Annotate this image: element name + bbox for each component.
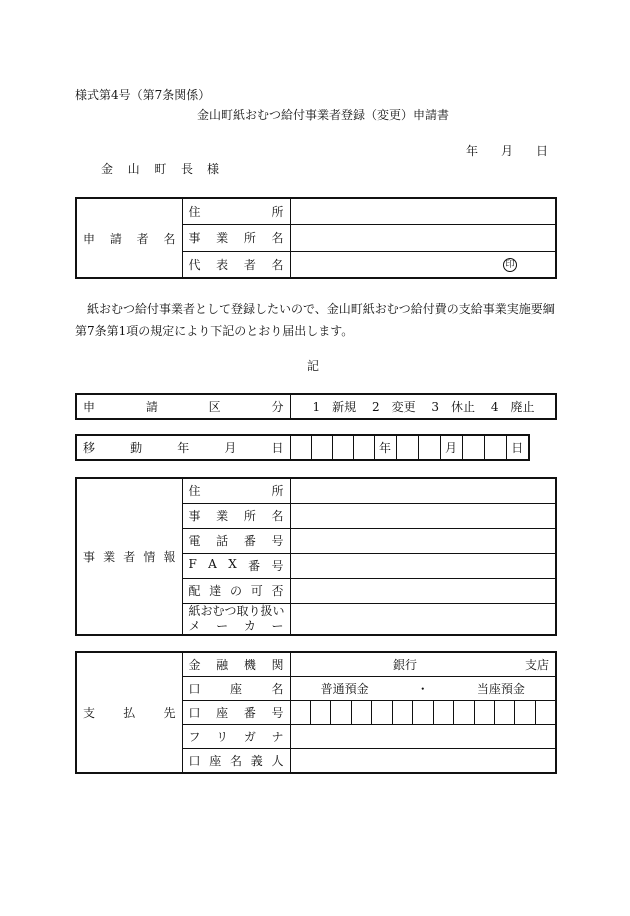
- payment-account-number-label: 口 座 番 号: [182, 701, 290, 725]
- payment-holder-field[interactable]: [290, 749, 556, 774]
- account-digit[interactable]: [290, 701, 310, 725]
- business-group-label: 事 業 者 情 報: [76, 478, 182, 635]
- applicant-group-label: 申 請 者 名: [76, 198, 182, 278]
- payment-furigana-field[interactable]: [290, 725, 556, 749]
- business-maker-label: 紙おむつ取り扱い メ ー カ ー: [182, 603, 290, 635]
- year-digit-3[interactable]: [332, 435, 353, 460]
- business-address-label: 住 所: [182, 478, 290, 503]
- date-month: 月: [500, 144, 513, 158]
- account-digit[interactable]: [535, 701, 556, 725]
- day-digit-1[interactable]: [462, 435, 484, 460]
- applicant-address-label: 住 所: [182, 198, 290, 224]
- business-delivery-label: 配 達 の 可 否: [182, 578, 290, 603]
- applicant-address-field[interactable]: [290, 198, 556, 224]
- application-type-table: [75, 393, 557, 420]
- account-digit[interactable]: [433, 701, 453, 725]
- payment-table: [75, 651, 557, 774]
- business-office-label: 事 業 所 名: [182, 503, 290, 528]
- account-digit[interactable]: [495, 701, 515, 725]
- ordinary-deposit[interactable]: 普通預金: [320, 682, 369, 696]
- ki-label: 記: [307, 359, 320, 373]
- applicant-rep-label: 代 表 者 名: [182, 251, 290, 278]
- payment-furigana-label: フ リ ガ ナ: [182, 725, 290, 749]
- applicant-office-label: 事 業 所 名: [182, 224, 290, 251]
- payment-bank-field[interactable]: [290, 652, 556, 677]
- business-phone-label: 電 話 番 号: [182, 528, 290, 553]
- addressee-honorific: 様: [207, 162, 220, 176]
- business-fax-label: F A X 番 号: [182, 553, 290, 578]
- addressee: 金 山 町 長: [101, 162, 193, 176]
- month-digit-2[interactable]: [418, 435, 440, 460]
- form-number: 様式第4号（第7条関係）: [75, 88, 211, 102]
- business-maker-field[interactable]: [290, 603, 556, 635]
- branch-suffix: 支店: [524, 658, 549, 672]
- payment-bank-label: 金 融 機 関: [182, 652, 290, 677]
- current-deposit[interactable]: 当座預金: [476, 682, 525, 696]
- business-office-field[interactable]: [290, 503, 556, 528]
- day-digit-2[interactable]: [484, 435, 506, 460]
- move-date-label: 移 動 年 月 日: [76, 435, 290, 460]
- payment-holder-label: 口 座 名 義 人: [182, 749, 290, 774]
- application-type-options[interactable]: 1 新規 2 変更 3 休止 4 廃止: [290, 394, 556, 419]
- payment-group-label: 支 払 先: [76, 652, 182, 773]
- year-digit-4[interactable]: [353, 435, 374, 460]
- application-type-label: 申 請 区 分: [76, 394, 290, 419]
- day-label: 日: [506, 435, 529, 460]
- seal-mark: 印: [503, 258, 517, 272]
- body-text: 紙おむつ給付事業者として登録したいので、金山町紙おむつ給付費の支給事業実施要綱第7条第1項の規定により下記のとおり届出します。: [75, 302, 555, 338]
- form-title: 金山町紙おむつ給付事業者登録（変更）申請書: [197, 108, 450, 122]
- account-digit[interactable]: [310, 701, 330, 725]
- payment-account-type-field[interactable]: 普通預金 ・ 当座預金: [290, 677, 556, 701]
- account-digit[interactable]: [413, 701, 433, 725]
- business-info-table: [75, 477, 557, 636]
- date-line: [466, 142, 548, 159]
- year-digit-1[interactable]: [290, 435, 311, 460]
- payment-account-type-label: 口 座 名: [182, 677, 290, 701]
- account-digit[interactable]: [392, 701, 412, 725]
- applicant-office-field[interactable]: [290, 224, 556, 251]
- business-address-field[interactable]: [290, 478, 556, 503]
- account-digit[interactable]: [331, 701, 351, 725]
- move-date-table: [75, 434, 530, 461]
- date-day: 日: [535, 144, 548, 158]
- applicant-table: [75, 197, 557, 279]
- applicant-rep-field[interactable]: [290, 251, 556, 278]
- business-phone-field[interactable]: [290, 528, 556, 553]
- bank-suffix: 銀行: [392, 658, 417, 672]
- account-digit[interactable]: [372, 701, 392, 725]
- account-digit[interactable]: [351, 701, 371, 725]
- business-delivery-field[interactable]: [290, 578, 556, 603]
- business-fax-field[interactable]: [290, 553, 556, 578]
- month-label: 月: [440, 435, 462, 460]
- account-digit[interactable]: [515, 701, 535, 725]
- account-digit[interactable]: [454, 701, 474, 725]
- date-year: 年: [466, 144, 479, 158]
- month-digit-1[interactable]: [396, 435, 418, 460]
- account-digit[interactable]: [474, 701, 494, 725]
- year-digit-2[interactable]: [311, 435, 332, 460]
- year-label: 年: [374, 435, 396, 460]
